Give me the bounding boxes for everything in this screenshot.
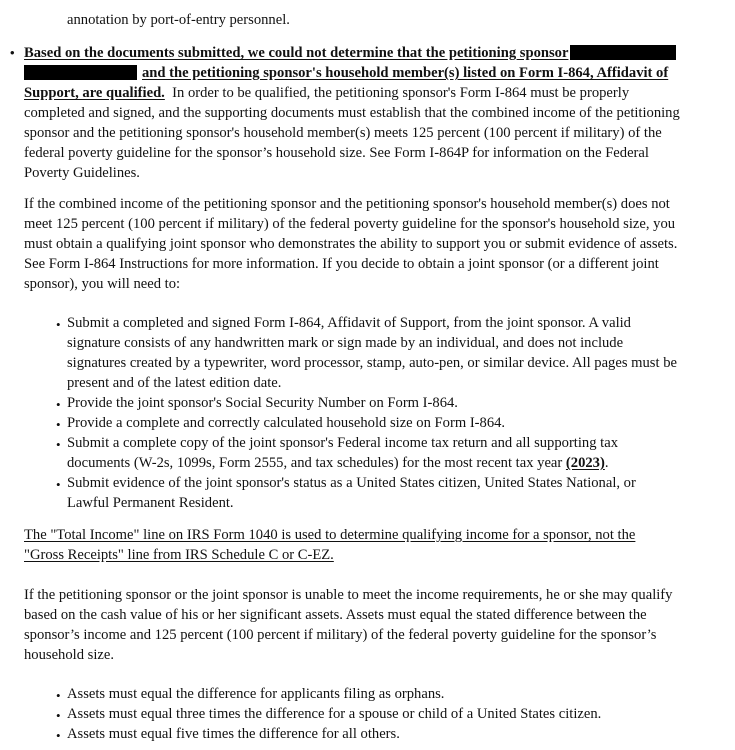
list-bullet: • [56, 477, 61, 492]
finding-heading-line2 [24, 63, 668, 83]
finding-body-line: In order to be qualified, the petitioning sponsor's Form I-864 must be properly [172, 85, 630, 101]
list-bullet: • [56, 397, 61, 412]
list-item-line: Provide a complete and correctly calculated household size on Form I-864. [67, 415, 506, 431]
list-item-line: present and of the latest edition date. [67, 375, 282, 391]
intro-continuation: annotation by port-of-entry personnel. [67, 12, 290, 28]
finding-body-line: sponsor and the petitioning sponsor's household member(s) meets 125 percent (100 percent if military) of the [24, 125, 662, 141]
assets-list-item: Assets must equal three times the difference for a spouse or child of a United States citizen. [67, 706, 602, 722]
list-bullet: • [56, 417, 61, 432]
joint-sponsor-para-line: If the combined income of the petitioning sponsor and the petitioning sponsor's household member(s) does not [24, 196, 670, 212]
redacted-sponsor-name-cont [24, 65, 137, 80]
list-item-line: signature consists of any handwritten mark or sign made by an individual, and does not include [67, 335, 624, 351]
assets-para-line: If the petitioning sponsor or the joint sponsor is unable to meet the income requirements, he or she may qualify [24, 587, 673, 603]
list-item-line: Lawful Permanent Resident. [67, 495, 234, 511]
joint-sponsor-para-line: must obtain a qualifying joint sponsor who demonstrates the ability to support you or submit evidence of assets. [24, 236, 678, 252]
redacted-sponsor-name [570, 45, 676, 60]
list-item-line: Provide the joint sponsor's Social Security Number on Form I-864. [67, 395, 458, 411]
finding-body-line: completed and signed, and the supporting documents must establish that the combined income of the petitioning [24, 105, 680, 121]
assets-list-item: Assets must equal the difference for applicants filing as orphans. [67, 686, 445, 702]
list-bullet: • [56, 708, 61, 723]
period: . [604, 455, 609, 471]
joint-sponsor-para-line: meet 125 percent (100 percent if military) of the federal poverty guideline for the sponsor's household size, you [24, 216, 676, 232]
list-bullet: • [56, 437, 61, 452]
finding-heading-part1: Based on the documents submitted, we could not determine that the petitioning sponsor [24, 45, 569, 61]
joint-sponsor-para-line: sponsor), you will need to: [24, 276, 181, 292]
finding-bullet: • [10, 45, 15, 60]
list-bullet: • [56, 317, 61, 332]
total-income-note-line: "Gross Receipts" line from IRS Schedule C or C-EZ. [24, 547, 334, 563]
list-item-line: Submit a complete copy of the joint sponsor's Federal income tax return and all supporting tax [67, 435, 618, 451]
tax-year: (2023) [565, 455, 605, 471]
assets-para-line: household size. [24, 647, 114, 663]
list-item-text: documents (W-2s, 1099s, Form 2555, and tax schedules) for the most recent tax year [67, 455, 563, 471]
list-item-line: signatures created by a typewriter, word processor, stamp, auto-pen, or similar device. All pages must be [67, 355, 677, 371]
finding-body-line: Poverty Guidelines. [24, 165, 140, 181]
finding-heading-line3 [24, 83, 629, 103]
assets-para-line: sponsor’s income and 125 percent (100 percent if military) of the federal poverty guideline for the sponsor’s [24, 627, 657, 643]
list-bullet: • [56, 728, 61, 743]
joint-sponsor-para-line: See Form I-864 Instructions for more information. If you decide to obtain a joint sponsor (or a different joint [24, 256, 659, 272]
list-bullet: • [56, 688, 61, 703]
assets-list-item: Assets must equal five times the difference for all others. [67, 726, 400, 742]
finding-heading-part2: and the petitioning sponsor's household member(s) listed on Form I-864, Affidavit of [142, 65, 669, 81]
finding-body-line: federal poverty guideline for the sponsor’s household size. See Form I-864P for information on the Federal [24, 145, 649, 161]
total-income-note-line: The "Total Income" line on IRS Form 1040 is used to determine qualifying income for a sponsor, not the [24, 527, 636, 543]
list-item-line: Submit a completed and signed Form I-864, Affidavit of Support, from the joint sponsor. A valid [67, 315, 631, 331]
list-item-line [67, 453, 609, 473]
finding-heading-part3: Support, are qualified. [24, 85, 165, 101]
finding-heading [24, 43, 676, 63]
list-item-line: Submit evidence of the joint sponsor's status as a United States citizen, United States National, or [67, 475, 636, 491]
assets-para-line: based on the cash value of his or her significant assets. Assets must equal the stated difference between the [24, 607, 647, 623]
